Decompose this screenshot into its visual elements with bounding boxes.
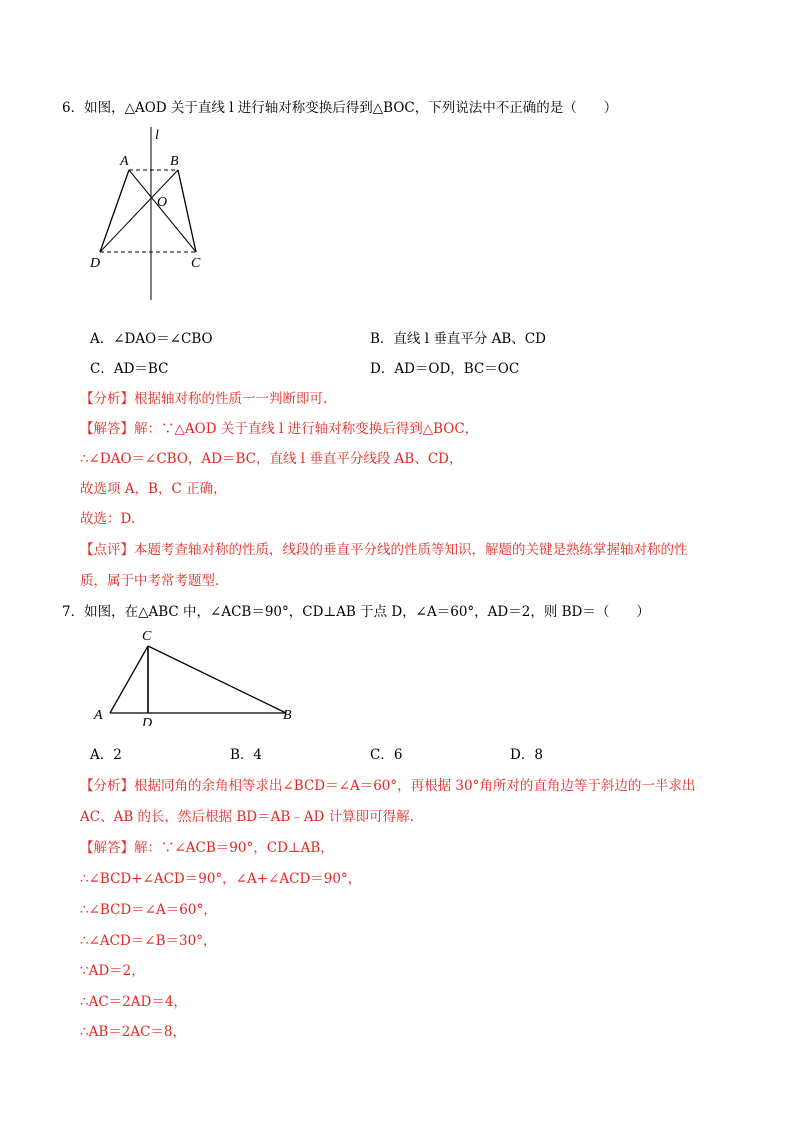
label-l: l [155, 128, 159, 143]
q7-option-b: B．4 [230, 747, 263, 763]
label-d: D [90, 256, 101, 271]
q6-solution-3: 故选项 A，B，C 正确， [80, 481, 227, 497]
q7-option-d: D．8 [510, 747, 543, 763]
q7-solution-5: ∵AD＝2， [80, 963, 145, 979]
q7-solution-4: ∴∠ACD＝∠B＝30°， [80, 933, 217, 949]
q6-comment-2: 质，属于中考常考题型. [80, 573, 220, 589]
q7-solution-7: ∴AB＝2AC＝8， [80, 1024, 187, 1040]
q6-option-c: C．AD＝BC [90, 361, 169, 377]
q6-stem: 6．如图，△AOD 关于直线 l 进行轴对称变换后得到△BOC，下列说法中不正确的是（ ） [62, 100, 618, 116]
q6-comment-1: 【点评】本题考查轴对称的性质，线段的垂直平分线的性质等知识，解题的关键是熟练掌握轴对称的性 [80, 542, 688, 558]
label-o: O [157, 195, 168, 210]
q7-option-a: A．2 [90, 747, 122, 763]
q7-solution-3: ∴∠BCD＝∠A＝60°， [80, 902, 217, 918]
q7-analysis-1: 【分析】根据同角的余角相等求出∠BCD＝∠A＝60°，再根据 30°角所对的直角边等于斜边的一半求出 [80, 778, 696, 794]
q6-solution-4: 故选：D. [80, 511, 136, 527]
label-a: A [94, 708, 103, 723]
q6-option-a: A．∠DAO＝∠CBO [90, 331, 213, 347]
segment-bc [178, 170, 196, 252]
q7-figure [86, 626, 306, 726]
q7-stem: 7．如图，在△ABC 中，∠ACB＝90°，CD⊥AB 于点 D，∠A＝60°，AD＝2，则 BD＝（ ） [62, 604, 650, 620]
q6-solution-1: 【解答】解：∵△AOD 关于直线 l 进行轴对称变换后得到△BOC， [80, 421, 479, 437]
q7-solution-6: ∴AC＝2AD＝4， [80, 994, 187, 1010]
q7-option-c: C．6 [370, 747, 403, 763]
q7-analysis-2: AC、AB 的长，然后根据 BD＝AB﹣AD 计算即可得解. [80, 809, 414, 825]
label-c: C [191, 256, 201, 271]
segment-ad [100, 170, 129, 252]
q6-option-b: B．直线 l 垂直平分 AB、CD [370, 331, 546, 347]
q6-analysis: 【分析】根据轴对称的性质一一判断即可. [80, 391, 328, 407]
label-d: D [142, 716, 153, 726]
label-a: A [120, 154, 129, 169]
label-b: B [283, 708, 292, 723]
q6-solution-2: ∴∠DAO＝∠CBO，AD＝BC，直线 l 垂直平分线段 AB、CD， [80, 451, 463, 467]
q7-solution-2: ∴∠BCD+∠ACD＝90°，∠A+∠ACD＝90°， [80, 871, 362, 887]
q6-option-d: D．AD＝OD，BC＝OC [370, 361, 520, 377]
segment-cb [148, 646, 286, 713]
label-c: C [142, 629, 152, 644]
label-b: B [170, 154, 179, 169]
q7-solution-1: 【解答】解：∵∠ACB＝90°，CD⊥AB， [80, 840, 334, 856]
segment-ac [110, 646, 148, 713]
q6-figure [80, 125, 250, 305]
